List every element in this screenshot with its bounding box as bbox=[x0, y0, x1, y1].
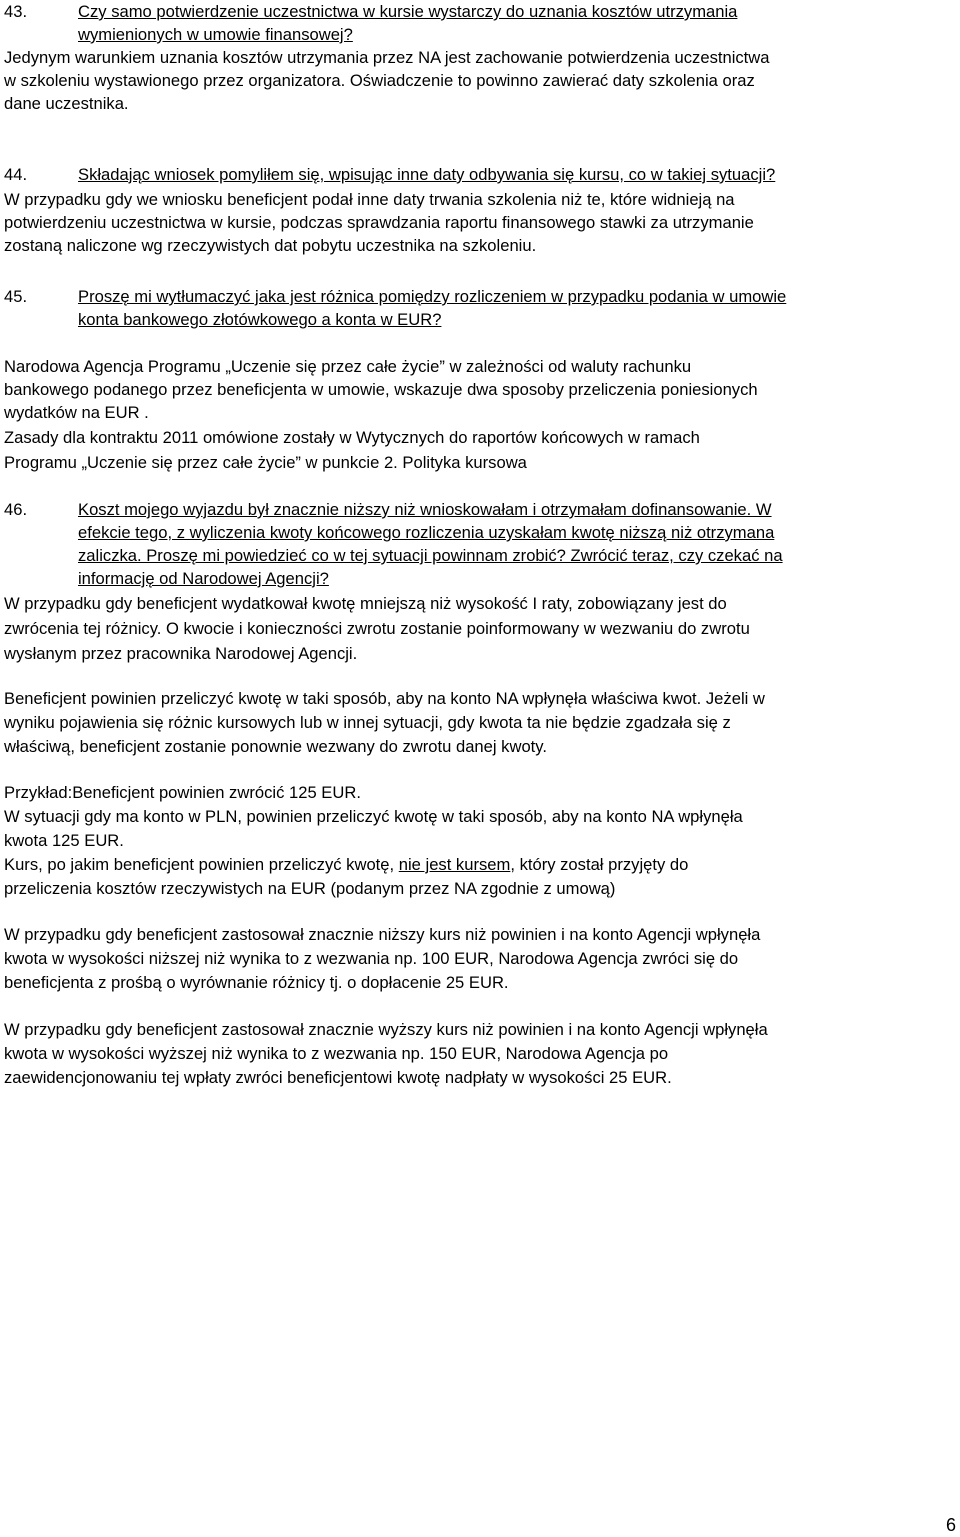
exchange-rate-line bbox=[4, 853, 688, 876]
answer-text: zostaną naliczone wg rzeczywistych dat pobytu uczestnika na szkoleniu. bbox=[4, 236, 537, 255]
answer-text: zaewidencjonowaniu tej wpłaty zwróci beneficjentowi kwotę nadpłaty w wysokości 25 EUR. bbox=[4, 1068, 672, 1087]
answer-text: dane uczestnika. bbox=[4, 94, 129, 113]
answer-text: beneficjenta z prośbą o wyrównanie różnicy tj. o dopłacenie 25 EUR. bbox=[4, 973, 509, 992]
answer-text: Zasady dla kontraktu 2011 omówione zostały w Wytycznych do raportów końcowych w ramach bbox=[4, 428, 700, 447]
answer-text: Narodowa Agencja Programu „Uczenie się przez całe życie” w zależności od waluty rachunku bbox=[4, 357, 692, 376]
question-text: Składając wniosek pomyliłem się, wpisując inne daty odbywania się kursu, co w takiej sytuacji? bbox=[78, 165, 776, 184]
question-text: konta bankowego złotówkowego a konta w EUR? bbox=[78, 310, 442, 329]
question-text: zaliczka. Proszę mi powiedzieć co w tej sytuacji powinnam zrobić? Zwrócić teraz, czy czekać na bbox=[78, 546, 783, 565]
example-text: W sytuacji gdy ma konto w PLN, powinien przeliczyć kwotę w taki sposób, aby na konto NA wpłynęła bbox=[4, 807, 743, 826]
answer-text: kwota w wysokości wyższej niż wynika to z wezwania np. 150 EUR, Narodowa Agencja po bbox=[4, 1044, 669, 1063]
answer-text: W przypadku gdy beneficjent zastosował znacznie niższy kurs niż powinien i na konto Agencji wpłynęła bbox=[4, 925, 761, 944]
exchange-rate-text: Kurs, po jakim beneficjent powinien przeliczyć kwotę, bbox=[4, 855, 399, 874]
answer-text: potwierdzeniu uczestnictwa w kursie, podczas sprawdzania raportu finansowego stawki za utrzymanie bbox=[4, 213, 754, 232]
question-number: 45. bbox=[4, 287, 28, 306]
example-text: kwota 125 EUR. bbox=[4, 831, 124, 850]
question-text: informację od Narodowej Agencji? bbox=[78, 569, 329, 588]
page-number: 6 bbox=[945, 1515, 956, 1535]
answer-text: wydatków na EUR . bbox=[4, 403, 149, 422]
answer-text: W przypadku gdy beneficjent wydatkował kwotę mniejszą niż wysokość I raty, zobowiązany jest do bbox=[4, 594, 727, 613]
exchange-rate-text: przeliczenia kosztów rzeczywistych na EUR (podanym przez NA zgodnie z umową) bbox=[4, 879, 616, 898]
answer-text: zwrócenia tej różnicy. O kwocie i konieczności zwrotu zostanie poinformowany w wezwaniu do zwrotu bbox=[4, 619, 750, 638]
question-text: wymienionych w umowie finansowej? bbox=[78, 25, 353, 44]
question-number: 44. bbox=[4, 165, 28, 184]
answer-text: Jedynym warunkiem uznania kosztów utrzymania przez NA jest zachowanie potwierdzenia uczestnictwa bbox=[4, 48, 770, 67]
question-text: Czy samo potwierdzenie uczestnictwa w kursie wystarczy do uznania kosztów utrzymania bbox=[78, 2, 738, 21]
question-number: 43. bbox=[4, 2, 28, 21]
answer-text: kwota w wysokości niższej niż wynika to z wezwania np. 100 EUR, Narodowa Agencja zwróci się do bbox=[4, 949, 739, 968]
question-text: Koszt mojego wyjazdu był znacznie niższy niż wnioskowałam i otrzymałam dofinansowanie. W bbox=[78, 500, 772, 519]
exchange-rate-emphasis: nie jest kursem bbox=[398, 855, 511, 874]
answer-text: bankowego podanego przez beneficjenta w umowie, wskazuje dwa sposoby przeliczenia poniesionych bbox=[4, 380, 758, 399]
answer-text: W przypadku gdy beneficjent zastosował znacznie wyższy kurs niż powinien i na konto Agencji wpłynęła bbox=[4, 1020, 768, 1039]
answer-text: w szkoleniu wystawionego przez organizatora. Oświadczenie to powinno zawierać daty szkolenia oraz bbox=[4, 71, 755, 90]
answer-text: wysłanym przez pracownika Narodowej Agencji. bbox=[4, 644, 358, 663]
answer-text: wyniku pojawienia się różnic kursowych lub w innej sytuacji, gdy kwota ta nie będzie zgadzała się z bbox=[4, 713, 731, 732]
exchange-rate-text: , który został przyjęty do bbox=[510, 855, 689, 874]
answer-text: właściwą, beneficjent zostanie ponownie wezwany do zwrotu danej kwoty. bbox=[4, 737, 547, 756]
question-text: Proszę mi wytłumaczyć jaka jest różnica pomiędzy rozliczeniem w przypadku podania w umowie bbox=[78, 287, 787, 306]
example-text: Przykład:Beneficjent powinien zwrócić 125 EUR. bbox=[4, 783, 361, 802]
answer-text: W przypadku gdy we wniosku beneficjent podał inne daty trwania szkolenia niż te, które widnieją na bbox=[4, 190, 735, 209]
question-text: efekcie tego, z wyliczenia kwoty końcowego rozliczenia uzyskałam kwotę niższą niż otrzymana bbox=[78, 523, 775, 542]
answer-text: Beneficjent powinien przeliczyć kwotę w taki sposób, aby na konto NA wpłynęła właściwa kwot. Jeżeli w bbox=[4, 689, 765, 708]
question-number: 46. bbox=[4, 500, 28, 519]
answer-text: Programu „Uczenie się przez całe życie” w punkcie 2. Polityka kursowa bbox=[4, 453, 527, 472]
